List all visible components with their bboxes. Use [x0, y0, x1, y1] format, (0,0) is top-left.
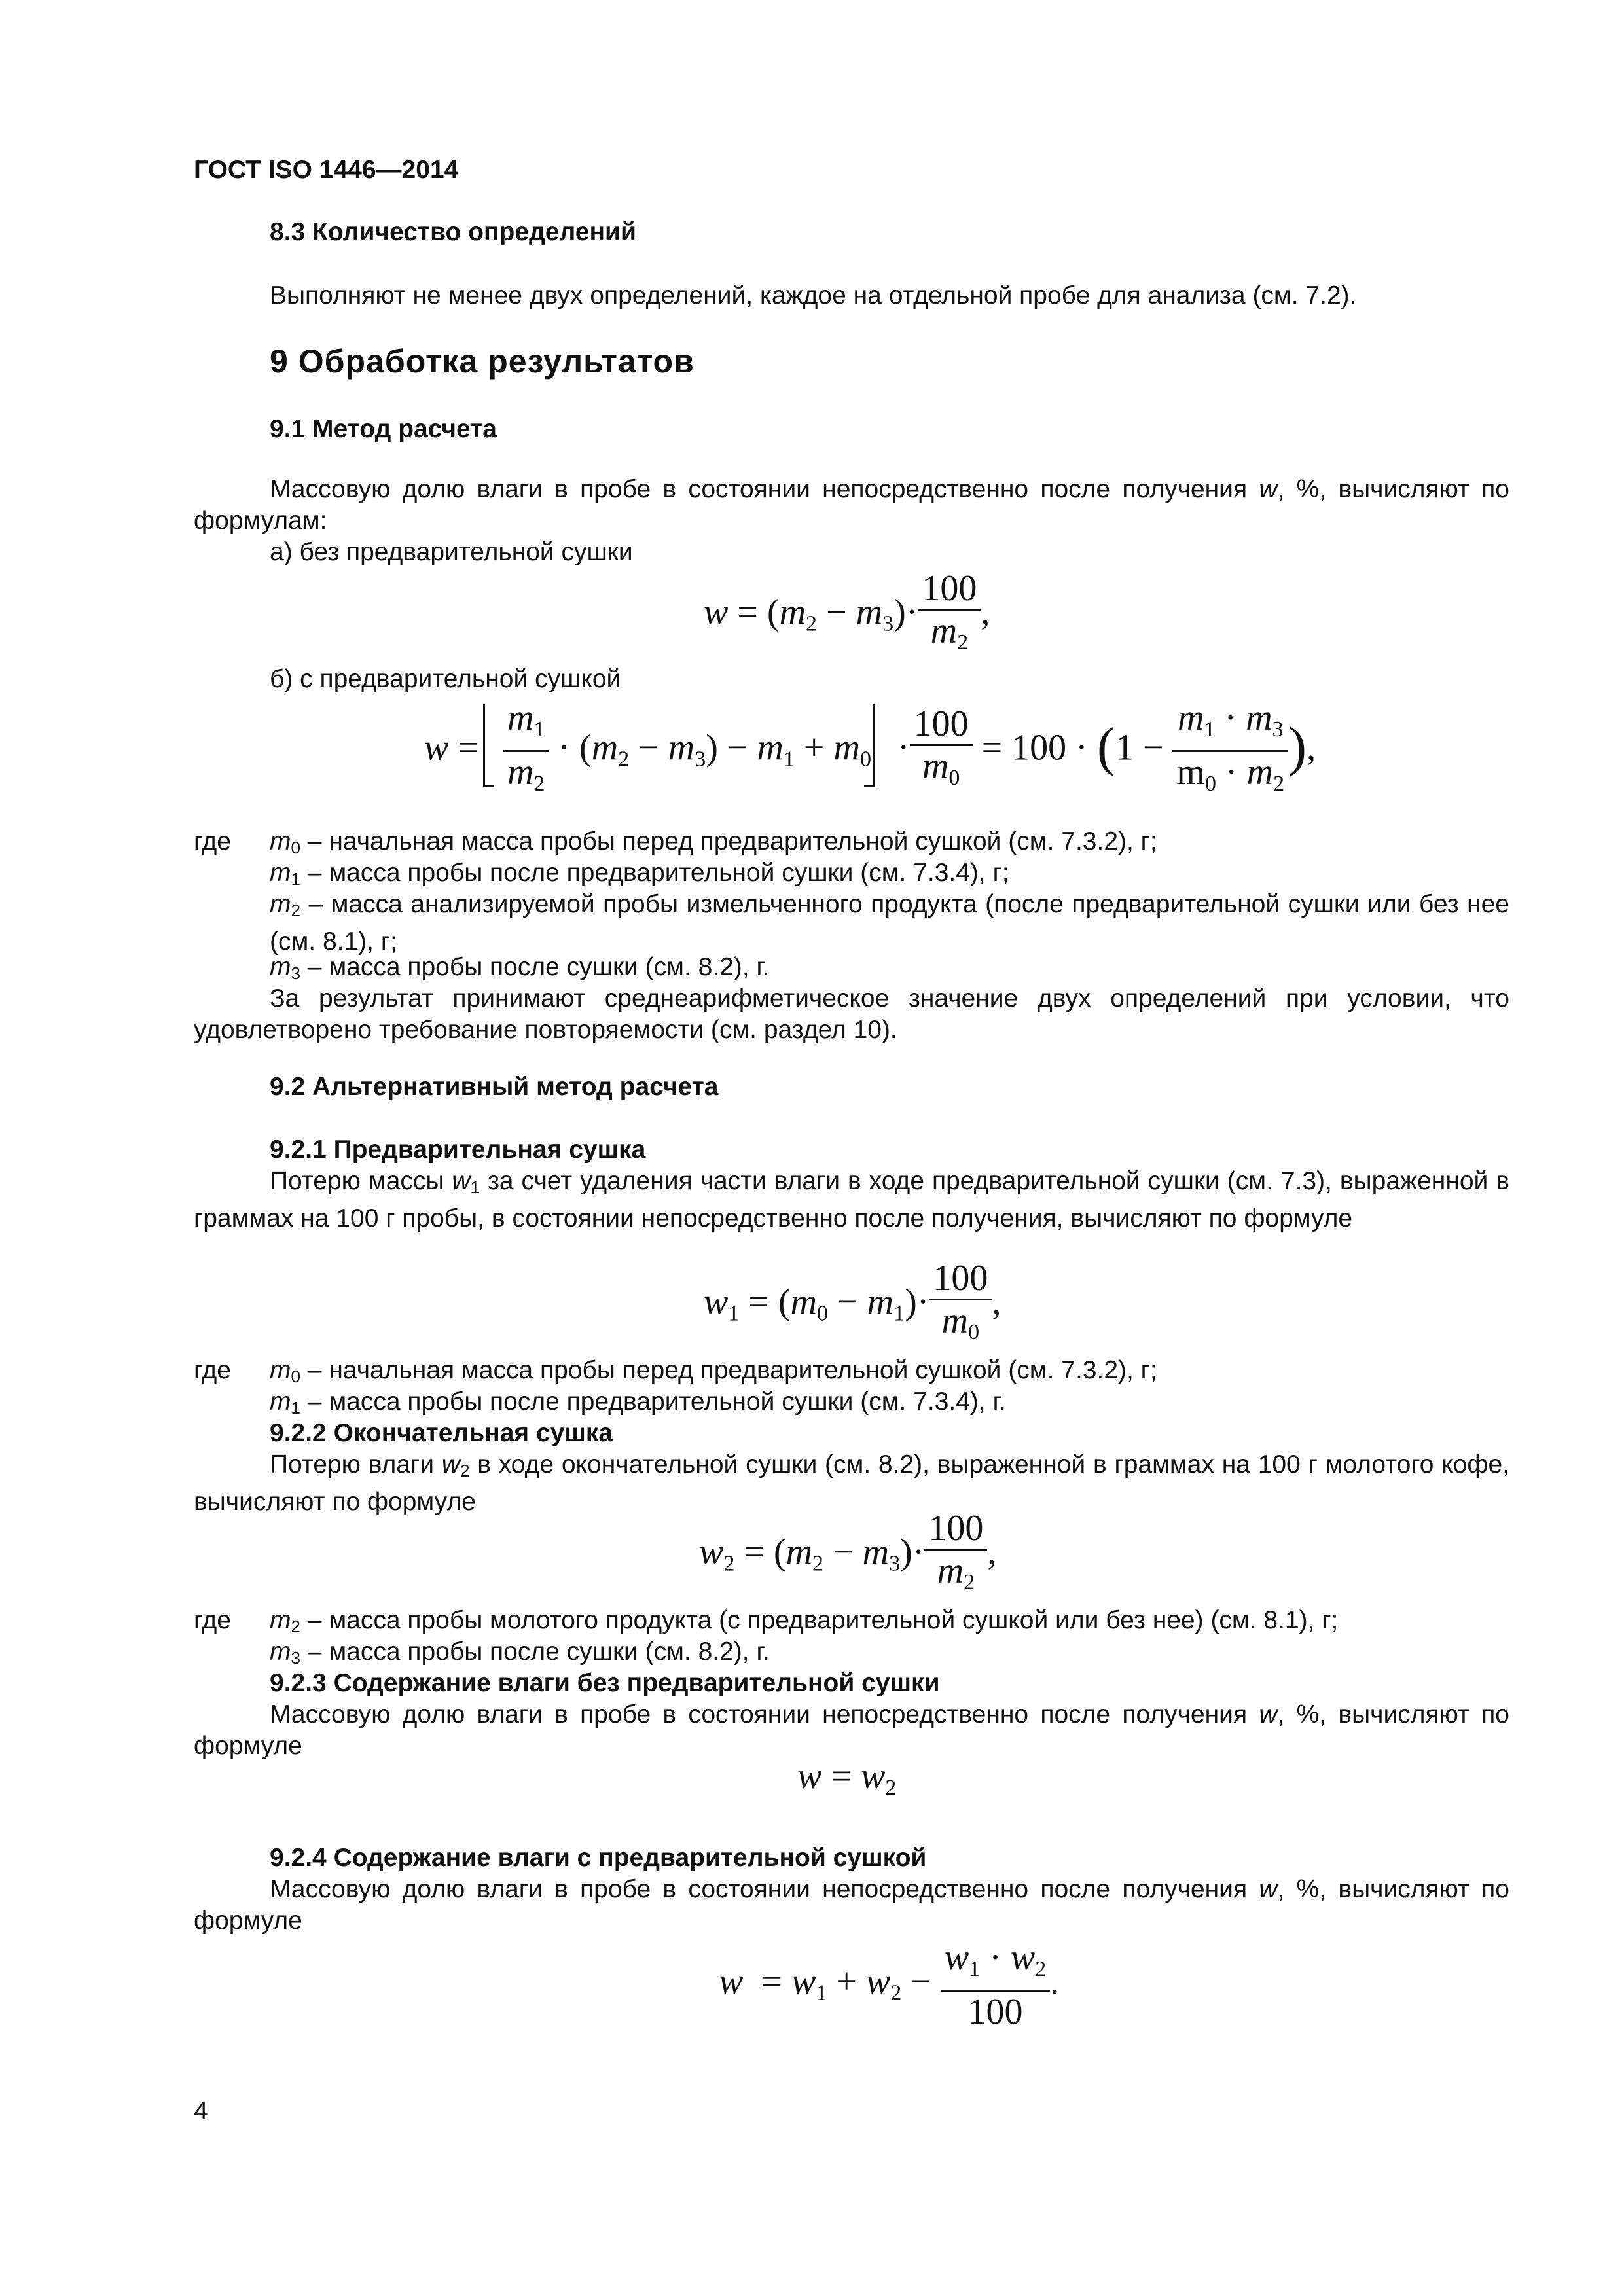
formula-w-with-predrying: w = $\frac{m_1}{m_2}$ · $(m_2 - m_3) - m_1 + m_0$ · $\frac{100}{m_0}$ = 100 · (1 − $\frac{m_1 \cdot m_3}{m_0 \cdot m_2}$ ),: [424, 698, 1316, 804]
section-9-1-title: 9.1 Метод расчета: [270, 415, 497, 443]
def-m3: $m_3$ – масса пробы после сушки (см. 8.2), г.: [270, 953, 770, 983]
page-number: 4: [194, 2097, 208, 2125]
section-9-2-2-title: 9.2.2 Окончательная сушка: [270, 1419, 613, 1447]
item-b-label: б) с предварительной сушкой: [270, 665, 621, 693]
def-9-2-1-m1: $m_1$ – масса пробы после предварительной сушки (см. 7.3.4), г.: [270, 1388, 1006, 1418]
section-9-2-1-title: 9.2.1 Предварительная сушка: [270, 1136, 646, 1164]
section-9-2-4-title: 9.2.4 Содержание влаги с предварительной сушкой: [270, 1844, 927, 1872]
def-m2: $m_2$ – масса анализируемой пробы измельченного продукта (после предварительной сушки или без нее (см. 8.1), г;: [270, 890, 1509, 956]
def-m0: $m_0$ – начальная масса пробы перед предварительной сушкой (см. 7.3.2), г;: [270, 827, 1157, 857]
def-9-2-1-m0: $m_0$ – начальная масса пробы перед предварительной сушкой (см. 7.3.2), г;: [270, 1356, 1157, 1386]
formula-w2: $w_2 = (m_2 - m_3)\cdot$ $\frac{100}{m_2}$ ,: [699, 1508, 996, 1603]
def-m1: $m_1$ – масса пробы после предварительной сушки (см. 7.3.4), г;: [270, 859, 1009, 889]
where-label-9-2-2: где: [194, 1606, 231, 1634]
def-9-2-2-m3: $m_3$ – масса пробы после сушки (см. 8.2), г.: [270, 1638, 770, 1668]
section-8-3-title: 8.3 Количество определений: [270, 218, 636, 246]
section-8-3-text: Выполняют не менее двух определений, каждое на отдельной пробе для анализа (см. 7.2).: [270, 281, 1357, 310]
formula-w1: $w_1 = (m_0 - m_1)\cdot$ $\frac{100}{m_0}$ ,: [704, 1258, 1001, 1353]
section-9-title: 9 Обработка результатов: [270, 343, 695, 380]
formula-w-without-predrying: $w = (m_2 - m_3)\cdot$ $\frac{100}{m_2}$ ,: [704, 568, 990, 663]
formula-w-equals-w2: $w = w_2$: [797, 1756, 897, 1800]
section-9-2-1-text: Потерю массы $w_1$ за счет удаления части влаги в ходе предварительной сушки (см. 7.3), выраженной в граммах на 100 г пробы, в состоянии непосредственно после получения, вычисляют по формуле: [194, 1167, 1510, 1232]
result-statement: За результат принимают среднеарифметическое значение двух определений при условии, что удовлетворено требование повторяемости (см. раздел 10).: [194, 984, 1509, 1044]
section-9-1-intro: Массовую долю влаги в пробе в состоянии непосредственно после получения w, %, вычисляют по формулам:: [194, 475, 1509, 535]
section-9-2-2-text: Потерю влаги $w_2$ в ходе окончательной сушки (см. 8.2), выраженной в граммах на 100 г молотого кофе, вычисляют по формуле: [194, 1450, 1510, 1516]
section-9-2-3-title: 9.2.3 Содержание влаги без предварительной сушки: [270, 1669, 940, 1697]
def-9-2-2-m2: $m_2$ – масса пробы молотого продукта (с предварительной сушкой или без нее) (см. 8.1), г;: [270, 1606, 1339, 1636]
where-label-9-1: где: [194, 827, 231, 855]
floor-bracket-right: [864, 704, 875, 787]
section-9-2-4-text: Массовую долю влаги в пробе в состоянии непосредственно после получения w, %, вычисляют по формуле: [194, 1875, 1509, 1935]
document-header: ГОСТ ISO 1446—2014: [194, 156, 459, 184]
floor-bracket-left: [483, 704, 494, 787]
where-label-9-2-1: где: [194, 1356, 231, 1384]
section-9-2-3-text: Массовую долю влаги в пробе в состоянии непосредственно после получения w, %, вычисляют по формуле: [194, 1700, 1509, 1760]
item-a-label: а) без предварительной сушки: [270, 538, 633, 566]
section-9-2-title: 9.2 Альтернативный метод расчета: [270, 1073, 719, 1101]
formula-w-combined: $w = w_1 + w_2$ − $\frac{w_1 \cdot w_2}{100}$ .: [719, 1937, 1060, 2032]
